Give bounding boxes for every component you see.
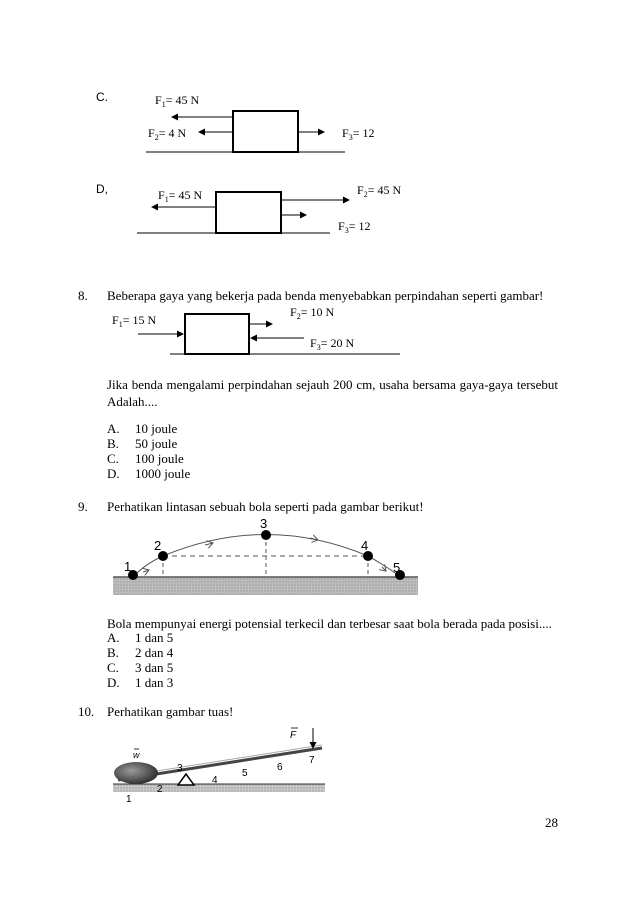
q9-option-a[interactable]: A. 1 dan 5 bbox=[107, 630, 174, 645]
label-position-5: 5 bbox=[393, 560, 401, 575]
label-point-2: 2 bbox=[157, 784, 163, 795]
direction-arrow-2 bbox=[205, 543, 213, 545]
label-f: F bbox=[290, 730, 297, 741]
q9-option-d[interactable]: D. 1 dan 3 bbox=[107, 675, 174, 690]
label-point-4: 4 bbox=[212, 775, 218, 786]
label-f2-d: $F_2= 45$ N bbox=[357, 183, 402, 199]
block-d bbox=[216, 192, 281, 233]
figure-q8 bbox=[0, 300, 638, 370]
block-q8 bbox=[185, 314, 249, 354]
label-point-1: 1 bbox=[126, 794, 132, 805]
label-point-5: 5 bbox=[242, 768, 248, 779]
label-f3-q8: $F_3= 20$ N bbox=[310, 336, 355, 352]
q8-option-b[interactable]: B. 50 joule bbox=[107, 436, 178, 451]
q9-number: 9. bbox=[78, 499, 88, 514]
rock-load bbox=[114, 762, 158, 784]
direction-arrow-4 bbox=[382, 567, 386, 571]
option-d-letter: D, bbox=[96, 182, 108, 196]
label-f3-d: $F_3= 12$ bbox=[338, 219, 371, 235]
label-f1-d: $F_1= 45$ N bbox=[158, 188, 203, 204]
q8-question: Beberapa gaya yang bekerja pada benda menyebabkan perpindahan seperti gambar! bbox=[107, 288, 544, 303]
q10-number: 10. bbox=[78, 704, 95, 719]
q9-text: Bola mempunyai energi potensial terkecil dan terbesar saat bola berada pada posisi.... bbox=[107, 616, 552, 631]
q8-text-line1: Jika benda mengalami perpindahan sejauh 200 cm, usaha bersama gaya-gaya tersebut bbox=[107, 377, 558, 392]
figure-option-c bbox=[0, 0, 638, 250]
label-position-1: 1 bbox=[124, 559, 132, 574]
q8-option-a[interactable]: A. 10 joule bbox=[107, 421, 178, 436]
label-f1-c: $F_1= 45$ N bbox=[155, 93, 200, 109]
q9-question: Perhatikan lintasan sebuah bola seperti pada gambar berikut! bbox=[107, 499, 424, 514]
label-f3-c: $F_3= 12$ bbox=[342, 126, 375, 142]
label-point-3: 3 bbox=[177, 763, 183, 774]
block-c bbox=[233, 111, 298, 152]
option-c-letter: C. bbox=[96, 90, 108, 104]
label-point-7: 7 bbox=[309, 755, 315, 766]
label-f2-c: $F_2= 4$ N bbox=[148, 126, 187, 142]
label-point-6: 6 bbox=[277, 762, 283, 773]
q8-number: 8. bbox=[78, 288, 88, 303]
fulcrum-triangle bbox=[178, 774, 194, 785]
ground bbox=[113, 577, 418, 595]
figure-q10-lever bbox=[0, 718, 638, 808]
q9-option-c[interactable]: C. 3 dan 5 bbox=[107, 660, 174, 675]
label-position-4: 4 bbox=[361, 538, 369, 553]
q9-option-b[interactable]: B. 2 dan 4 bbox=[107, 645, 174, 660]
figure-q9-ball-trajectory bbox=[0, 512, 638, 597]
label-f2-q8: $F_2= 10$ N bbox=[290, 305, 335, 321]
label-w: w bbox=[133, 750, 140, 760]
direction-arrow-1 bbox=[143, 570, 149, 572]
label-f1-q8: $F_1= 15$ N bbox=[112, 313, 157, 329]
label-position-3: 3 bbox=[260, 516, 268, 531]
page-number: 28 bbox=[545, 815, 558, 830]
label-position-2: 2 bbox=[154, 538, 162, 553]
q8-text-line2: Adalah.... bbox=[107, 394, 158, 409]
ball-position-3 bbox=[261, 530, 271, 540]
q8-option-d[interactable]: D. 1000 joule bbox=[107, 466, 191, 481]
lever-ground bbox=[113, 784, 325, 792]
q8-option-c[interactable]: C. 100 joule bbox=[107, 451, 184, 466]
q10-question: Perhatikan gambar tuas! bbox=[107, 704, 234, 719]
